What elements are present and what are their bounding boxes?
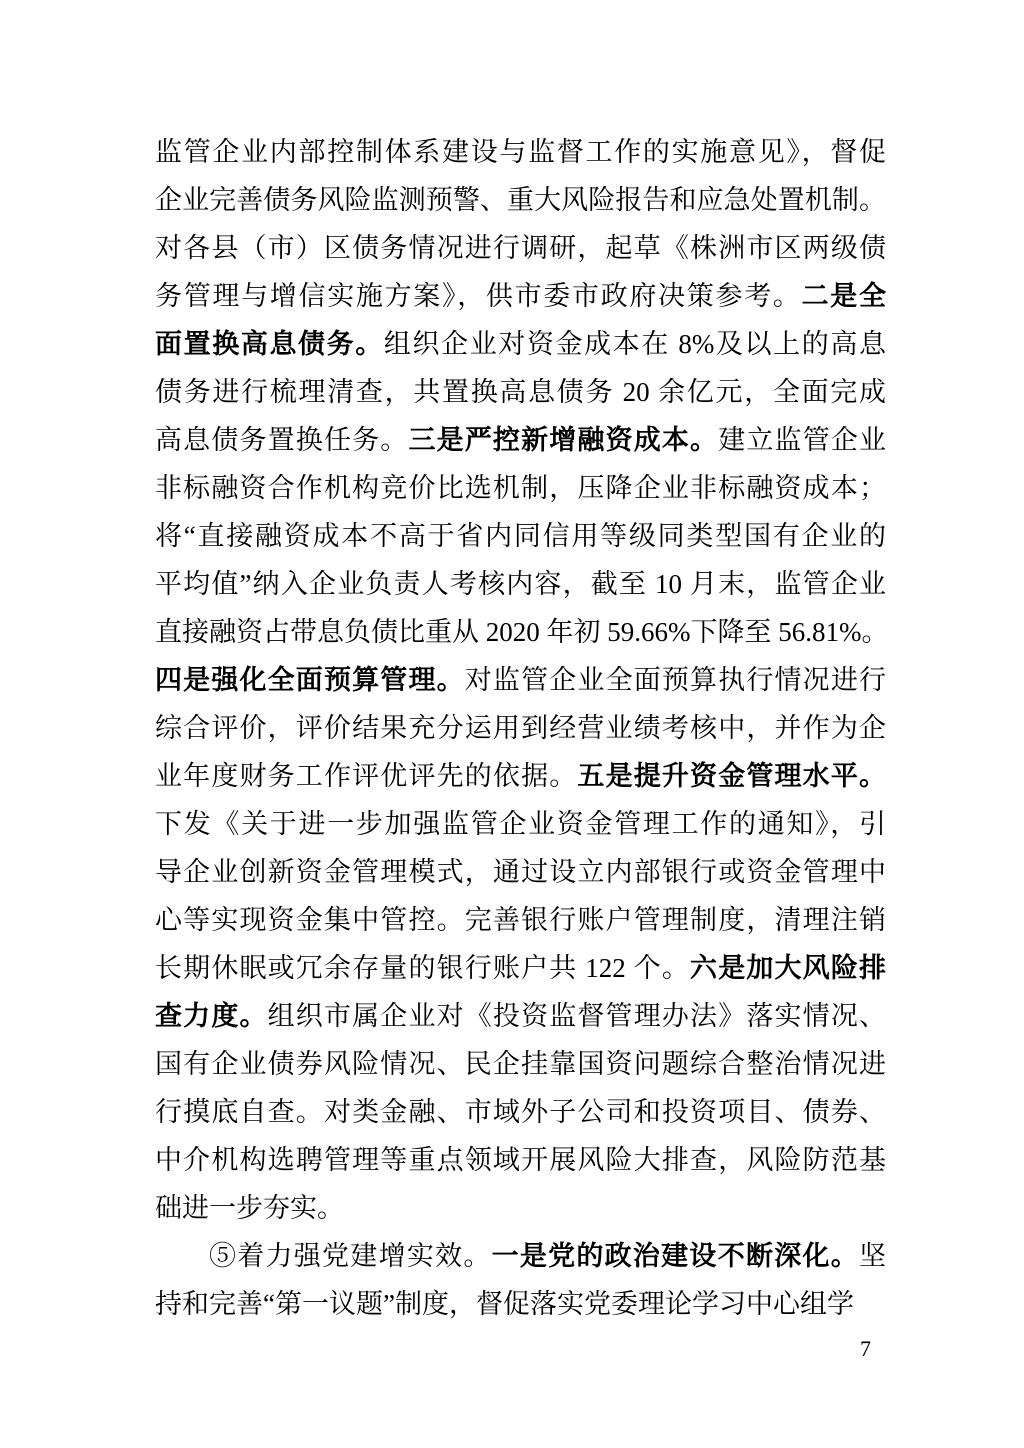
text-line — [155, 272, 886, 320]
text-line — [155, 464, 886, 512]
text-line — [155, 224, 886, 272]
document-body — [155, 128, 889, 1328]
text-line — [155, 1232, 886, 1280]
text-line — [155, 944, 886, 992]
text-segment: ⑤着力强党建增实效。 — [209, 1241, 492, 1271]
text-line — [155, 800, 886, 848]
page-number: 7 — [860, 1336, 871, 1361]
text-segment: 心等实现资金集中管控。完善银行账户管理制度，清理注销 — [155, 905, 886, 935]
text-segment: 行摸底自查。对类金融、市域外子公司和投资项目、债券、 — [155, 1097, 886, 1127]
text-line — [155, 368, 886, 416]
text-segment: 平均值”纳入企业负责人考核内容，截至 10 月末，监管企业 — [155, 569, 886, 599]
text-line — [155, 1040, 886, 1088]
text-segment: 础进一步夯实。 — [155, 1193, 344, 1223]
text-segment: 非标融资合作机构竞价比选机制，压降企业非标融资成本； — [155, 473, 886, 503]
text-segment: 中介机构选聘管理等重点领域开展风险大排查，风险防范基 — [155, 1145, 886, 1175]
text-line — [155, 1184, 886, 1232]
bold-text-segment: 六是加大风险排 — [690, 953, 887, 983]
text-line — [155, 752, 886, 800]
text-segment: 组织市属企业对《投资监督管理办法》落实情况、 — [267, 1001, 886, 1031]
text-segment: 监管企业内部控制体系建设与监督工作的实施意见》，督促 — [155, 137, 886, 167]
text-line — [155, 896, 886, 944]
bold-text-segment: 三是严控新增融资成本。 — [408, 425, 719, 455]
bold-text-segment: 查力度。 — [155, 1001, 268, 1031]
text-segment: 对监管企业全面预算执行情况进行 — [464, 665, 887, 695]
text-segment: 务管理与增信实施方案》，供市委市政府决策参考。 — [155, 281, 802, 311]
text-line — [155, 416, 886, 464]
text-line — [155, 512, 886, 560]
text-line — [155, 1136, 886, 1184]
text-segment: 高息债务置换任务。 — [155, 425, 409, 455]
text-segment: 综合评价，评价结果充分运用到经营业绩考核中，并作为企 — [155, 713, 886, 743]
text-segment: 业年度财务工作评优评先的依据。 — [155, 761, 578, 791]
text-segment: 对各县（市）区债务情况进行调研，起草《株洲市区两级债 — [155, 233, 886, 263]
text-line — [155, 1088, 886, 1136]
text-line — [155, 176, 886, 224]
text-segment: 组织企业对资金成本在 8%及以上的高息 — [383, 329, 887, 359]
text-segment: 坚 — [859, 1241, 887, 1271]
text-line — [155, 320, 886, 368]
text-segment: 将“直接融资成本不高于省内同信用等级同类型国有企业的 — [155, 521, 886, 551]
text-line — [155, 704, 886, 752]
text-segment: 企业完善债务风险监测预警、重大风险报告和应急处置机制。 — [155, 185, 886, 215]
text-segment: 国有企业债券风险情况、民企挂靠国资问题综合整治情况进 — [155, 1049, 886, 1079]
text-line — [155, 608, 889, 656]
text-line — [155, 128, 886, 176]
bold-text-segment: 二是全 — [801, 281, 887, 311]
text-segment: 导企业创新资金管理模式，通过设立内部银行或资金管理中 — [155, 857, 886, 887]
bold-text-segment: 面置换高息债务。 — [155, 329, 384, 359]
text-segment: 建立监管企业 — [718, 425, 887, 455]
text-segment: 持和完善“第一议题”制度，督促落实党委理论学习中心组学 — [155, 1289, 854, 1319]
text-line — [155, 656, 886, 704]
text-line — [155, 560, 886, 608]
text-segment: 下发《关于进一步加强监管企业资金管理工作的通知》，引 — [155, 809, 886, 839]
bold-text-segment: 一是党的政治建设不断深化。 — [491, 1241, 860, 1271]
bold-text-segment: 五是提升资金管理水平。 — [577, 761, 887, 791]
text-line — [155, 848, 886, 896]
text-segment: 长期休眠或冗余存量的银行账户共 122 个。 — [155, 953, 691, 983]
text-segment: 债务进行梳理清查，共置换高息债务 20 余亿元，全面完成 — [155, 377, 886, 407]
bold-text-segment: 四是强化全面预算管理。 — [155, 665, 465, 695]
text-line — [155, 1280, 886, 1328]
text-segment: 直接融资占带息负债比重从 2020 年初 59.66%下降至 56.81%。 — [155, 617, 889, 647]
text-line — [155, 992, 886, 1040]
